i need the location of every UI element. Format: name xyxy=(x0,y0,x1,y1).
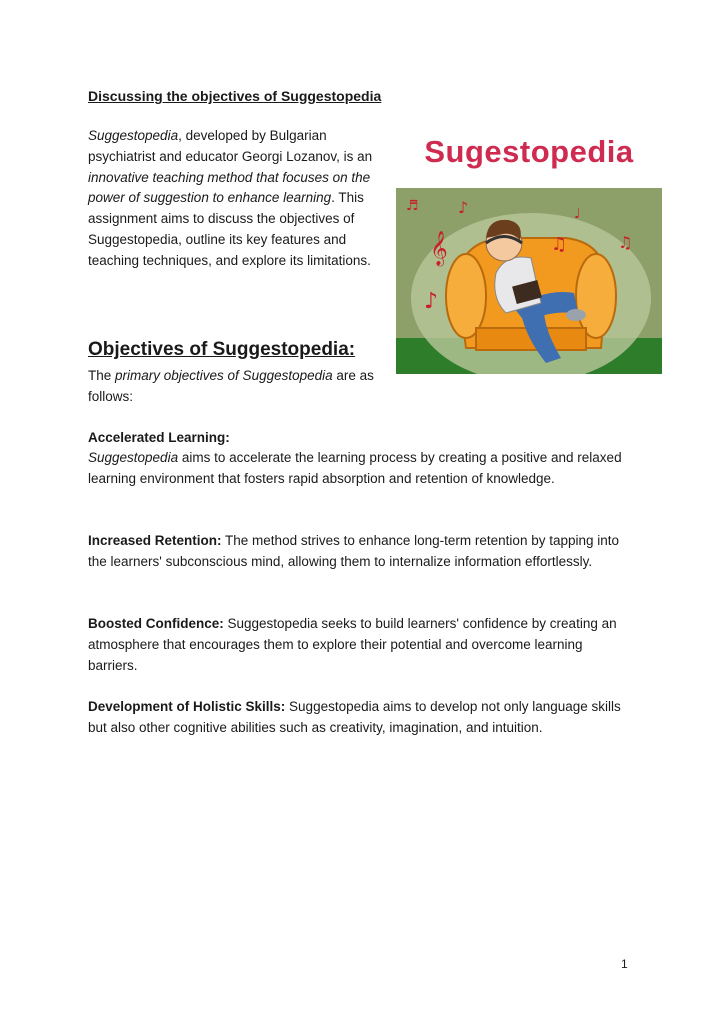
objectives-heading: Objectives of Suggestopedia: xyxy=(88,339,356,360)
reading-boy-armchair-image xyxy=(396,188,662,374)
svg-text:♪: ♪ xyxy=(424,289,439,314)
section-accelerated-emphasis: Suggestopedia xyxy=(88,450,179,465)
svg-text:♫: ♫ xyxy=(551,234,568,255)
svg-text:♬: ♬ xyxy=(406,198,419,214)
section-retention xyxy=(88,531,633,573)
section-accelerated-body xyxy=(88,448,633,490)
svg-text:♫: ♫ xyxy=(618,233,633,252)
objectives-intro-text-1: The xyxy=(88,368,116,383)
intro-term: Suggestopedia xyxy=(88,128,179,143)
suggestopedia-illustration xyxy=(396,128,662,376)
section-accelerated-heading: Accelerated Learning: xyxy=(88,430,230,445)
objectives-intro-emphasis: primary objectives of Suggestopedia xyxy=(115,368,333,383)
section-retention-heading: Increased Retention: xyxy=(88,533,222,548)
intro-paragraph xyxy=(88,126,380,272)
document-title: Discussing the objectives of Suggestopedia xyxy=(88,88,382,104)
svg-text:𝄞: 𝄞 xyxy=(430,231,448,266)
svg-text:♩: ♩ xyxy=(574,206,581,222)
objectives-intro xyxy=(88,366,388,408)
section-holistic xyxy=(88,697,633,739)
section-holistic-heading: Development of Holistic Skills: xyxy=(88,699,286,714)
section-confidence-heading: Boosted Confidence: xyxy=(88,616,224,631)
objectives-intro-text-2: are as follows: xyxy=(88,368,374,404)
section-accelerated-text: aims to accelerate the learning process by creating a positive and relaxed learning environment that fosters rapid absorption and retention of knowledge. xyxy=(88,450,622,486)
section-confidence-text: Suggestopedia seeks to build learners' confidence by creating an atmosphere that encourages them to explore their potential and overcome learning barriers. xyxy=(88,616,617,673)
svg-text:♪: ♪ xyxy=(458,198,469,217)
section-holistic-text: Suggestopedia aims to develop not only language skills but also other cognitive abilities such as creativity, imagination, and intuition. xyxy=(88,699,621,735)
section-retention-text: The method strives to enhance long-term retention by tapping into the learners' subconscious mind, allowing them to internalize information effortlessly. xyxy=(88,533,620,569)
section-confidence xyxy=(88,614,633,676)
page-number: 1 xyxy=(621,957,628,971)
intro-emphasis: innovative teaching method that focuses on the power of suggestion to enhance learning xyxy=(88,169,371,206)
illustration-title: Sugestopedia xyxy=(424,134,634,169)
intro-text-1: , developed by Bulgarian psychiatrist and educator Georgi Lozanov, is an xyxy=(88,128,373,164)
intro-text-2: . This assignment aims to discuss the objectives of Suggestopedia, outline its key features and teaching techniques, and explore its limitations. xyxy=(88,190,371,268)
